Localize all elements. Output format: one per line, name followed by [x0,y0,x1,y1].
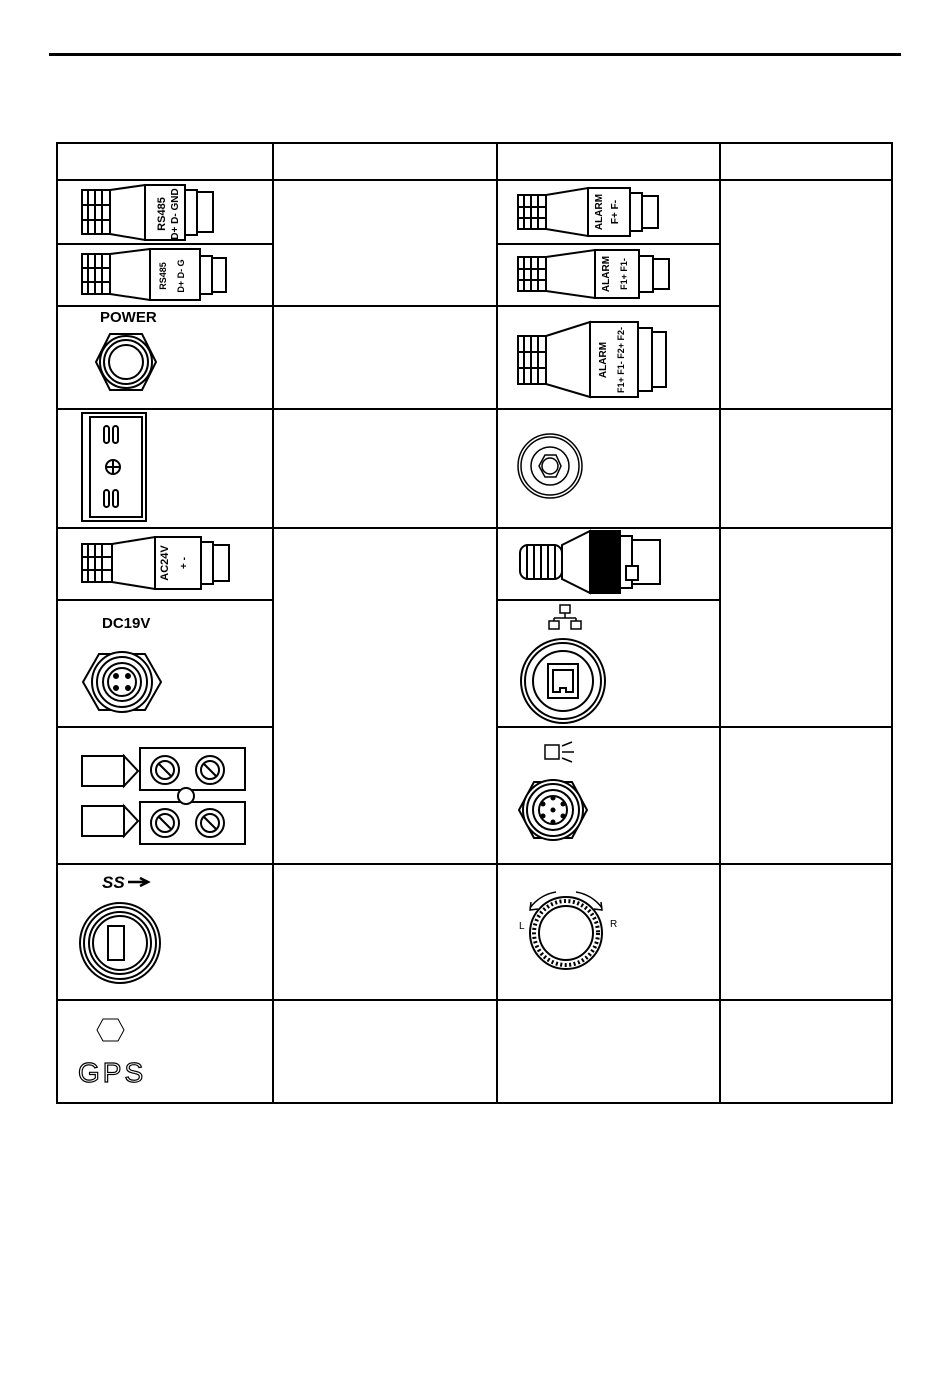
rs485-b-label2: D+ D- G [176,259,186,293]
rs485-a-label2: D+ D- GND [170,188,181,240]
alarm-f1-connector-icon [518,250,669,298]
ac24v-connector-icon [82,537,229,589]
round-nut-icon [518,434,582,498]
knob-left-label: L [519,921,525,932]
alarm-4pin-connector-icon [518,322,666,397]
network-socket-icon [521,605,605,723]
power-socket-icon [96,309,157,390]
dc19v-label: DC19V [102,615,151,632]
rs485-3pin-connector-icon [82,185,213,240]
terminal-block-icon [82,748,245,844]
alarm-a-label1: ALARM [594,193,605,231]
rs485-b-label1: RS485 [158,262,168,290]
alarm-c-label2: F1+ F1- F2+ F2- [616,326,626,394]
rs485-a-label1: RS485 [156,197,168,231]
usb-symbol-label: SS [102,873,125,892]
alarm-b-label1: ALARM [601,255,612,293]
ac24v-label1: AC24V [159,545,171,581]
alarm-a-label2: F+ F- [610,199,621,225]
usb-socket-icon [80,873,160,983]
light-socket-icon [519,742,587,840]
alarm-b-label2: F1+ F1- [619,258,629,290]
rotary-knob-icon [519,892,617,969]
rs485-3pin-g-connector-icon [82,249,226,300]
knob-right-label: R [610,919,618,930]
alarm-2pin-connector-icon [518,188,658,236]
gps-antenna-icon [78,1019,146,1088]
rj45-plug-icon [520,531,660,593]
gps-label: GPS [78,1057,147,1088]
dc19v-socket-icon [83,615,161,712]
ac24v-label2: + - [179,557,190,569]
alarm-c-label1: ALARM [598,341,609,379]
power-label: POWER [100,309,157,326]
wall-plate-switch-icon [82,413,146,521]
